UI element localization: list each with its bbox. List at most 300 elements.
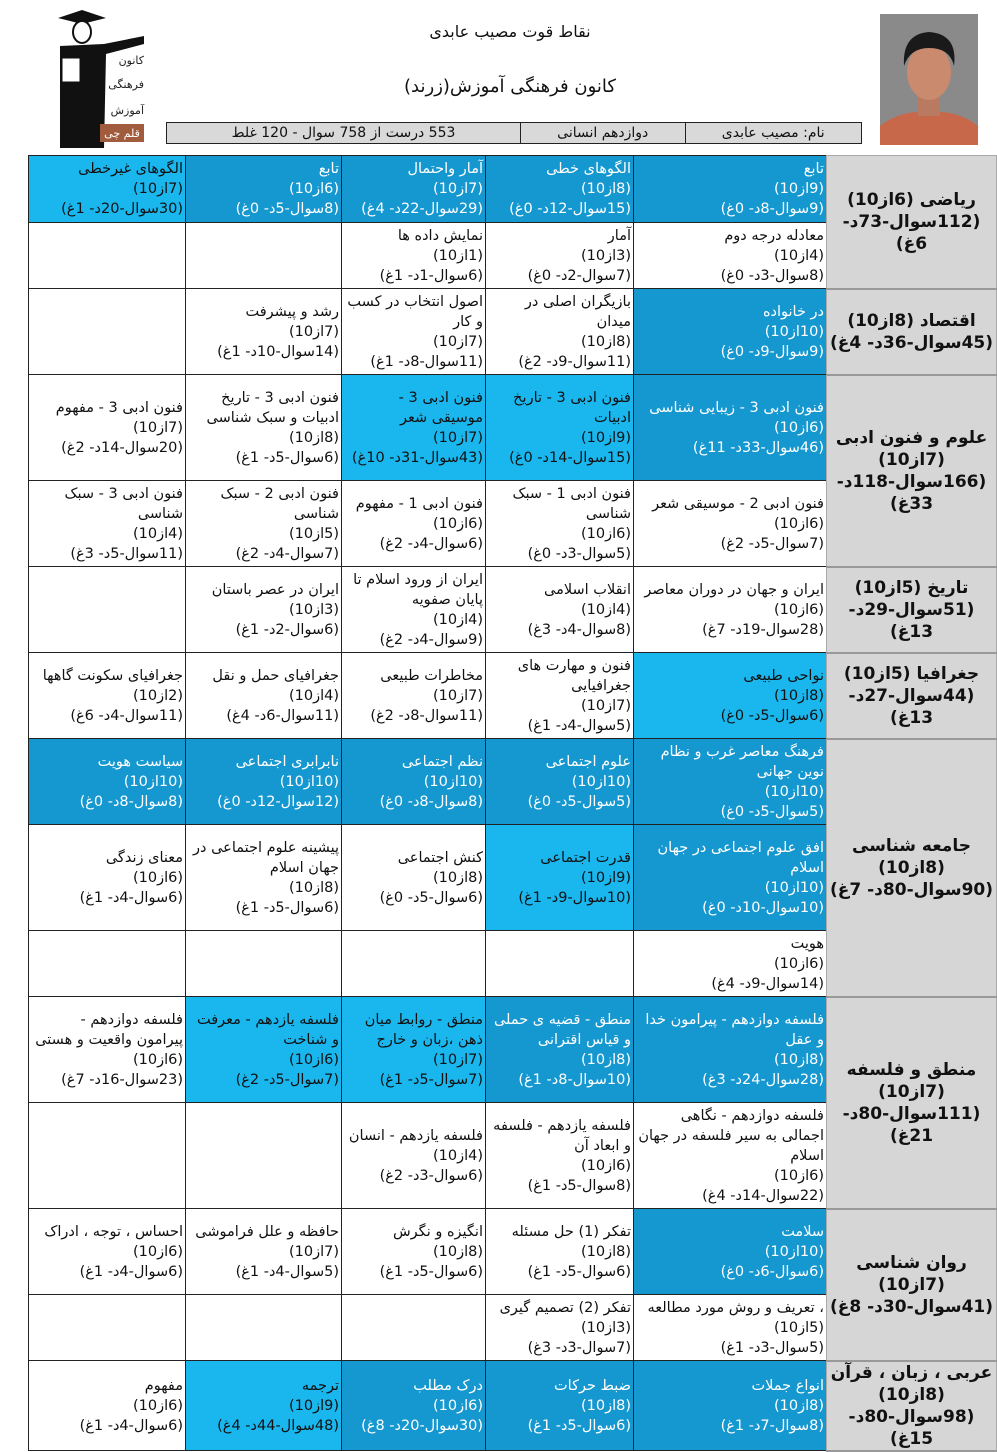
topic-cell — [486, 567, 634, 653]
topic-cell — [342, 156, 486, 223]
topic-score: (8از10) — [580, 333, 631, 350]
topic-stats: (15سوال-12د- 0غ) — [509, 201, 631, 217]
topic-cell — [634, 739, 827, 825]
topic-name: معادله درجه دوم — [724, 227, 824, 244]
topic-score: (3از10) — [288, 601, 339, 618]
topic-name: فلسفه یازدهم - فلسفه و ابعاد آن — [493, 1117, 631, 1154]
topic-stats: (5سوال-3د- 0غ) — [527, 545, 631, 562]
topic-stats: (30سوال-20د- 8غ) — [361, 1417, 483, 1434]
topic-stats: (7سوال-3د- 3غ) — [527, 1339, 631, 1356]
topic-name: علوم اجتماعی — [545, 753, 631, 770]
empty-cell — [29, 1295, 186, 1361]
topic-name: فلسفه یازدهم - معرفت و شناخت — [197, 1011, 339, 1048]
topic-score: (10از10) — [279, 773, 339, 790]
subject-stats: (45سوال-36د- 4غ) — [829, 332, 994, 353]
topic-score: (10از10) — [571, 773, 631, 790]
topic-name: فنون ادبی 2 - موسیقی شعر — [652, 495, 824, 512]
topic-cell — [486, 653, 634, 739]
topic-stats: (6سوال-4د- 2غ) — [379, 535, 483, 552]
table-row — [29, 156, 997, 223]
subject-cell — [827, 739, 997, 997]
empty-cell — [29, 289, 186, 375]
topic-stats: (29سوال-22د- 4غ) — [361, 201, 483, 217]
topic-name: فنون ادبی 2 - سبک شناسی — [220, 485, 339, 522]
subject-stats: (112سوال-73د- 6غ) — [842, 211, 981, 254]
topic-score: (4از10) — [288, 687, 339, 704]
topic-cell — [186, 739, 342, 825]
topic-cell — [186, 289, 342, 375]
topic-score: (8از10) — [432, 869, 483, 886]
topic-name: نظم اجتماعی — [401, 753, 483, 770]
topic-stats: (6سوال-4د- 1غ) — [79, 1263, 183, 1280]
topic-stats: (9سوال-9د- 0غ) — [720, 343, 824, 360]
topic-score: (9از10) — [288, 1397, 339, 1414]
subject-cell — [827, 653, 997, 739]
topic-name: معنای زندگی — [105, 849, 183, 866]
topic-score: (10از10) — [764, 879, 824, 896]
topic-score: (6از10) — [773, 419, 824, 436]
topic-cell — [634, 1103, 827, 1209]
topic-stats: (8سوال-8د- 0غ) — [379, 793, 483, 810]
topic-score: (5از10) — [288, 525, 339, 542]
topic-name: ایران و جهان در دوران معاصر — [644, 581, 824, 598]
topic-stats: (5سوال-4د- 1غ) — [527, 717, 631, 734]
student-name: نام: مصیب عابدی — [685, 123, 862, 143]
topic-stats: (6سوال-1د- 1غ) — [379, 267, 483, 284]
topic-stats: (28سوال-24د- 3غ) — [702, 1071, 824, 1088]
topic-score: (10از10) — [764, 323, 824, 340]
topic-stats: (6سوال-5د- 1غ) — [527, 1263, 631, 1280]
table-row — [29, 567, 997, 653]
topic-stats: (6سوال-5د- 0غ) — [720, 707, 824, 724]
topic-stats: (11سوال-8د- 1غ) — [370, 353, 483, 370]
institute-name: کانون فرهنگی آموزش(زرند) — [404, 76, 616, 97]
topic-score: (7از10) — [580, 697, 631, 714]
topic-stats: (46سوال-33د- 11غ) — [692, 439, 824, 456]
topic-score: (7از10) — [288, 323, 339, 340]
topic-cell — [186, 997, 342, 1103]
topic-score: (8از10) — [580, 1397, 631, 1414]
topic-cell — [342, 1103, 486, 1209]
subject-cell — [827, 156, 997, 289]
topic-score: (8از10) — [432, 1243, 483, 1260]
topic-score: (8از10) — [773, 687, 824, 704]
topic-cell — [486, 825, 634, 931]
topic-score: (4از10) — [773, 247, 824, 264]
topic-score: (8از10) — [580, 181, 631, 197]
topic-name: حافظه و علل فراموشی — [195, 1223, 339, 1240]
topic-score: (8از10) — [773, 1051, 824, 1068]
subject-cell — [827, 289, 997, 375]
topic-cell — [486, 739, 634, 825]
topic-stats: (6سوال-4د- 1غ) — [79, 1417, 183, 1434]
topic-score: (6از10) — [432, 1397, 483, 1414]
topic-cell — [186, 375, 342, 481]
topic-name: فنون ادبی 1 - مفهوم — [355, 495, 483, 512]
topic-name: ، تعریف و روش مورد مطالعه — [647, 1299, 824, 1316]
subject-cell — [827, 997, 997, 1209]
topic-stats: (6سوال-6د- 0غ) — [720, 1263, 824, 1280]
topic-name: ضبط حرکات — [554, 1377, 631, 1394]
topic-name: مفهوم — [144, 1377, 183, 1394]
subject-name: عربی ، زبان ، قرآن (8از10) — [830, 1362, 993, 1405]
kanoon-logo — [46, 8, 150, 150]
empty-cell — [186, 931, 342, 997]
topic-name: قدرت اجتماعی — [540, 849, 631, 866]
table-row — [29, 653, 997, 739]
topic-cell — [342, 653, 486, 739]
empty-cell — [29, 931, 186, 997]
topic-cell — [186, 653, 342, 739]
topic-stats: (6سوال-2د- 1غ) — [235, 621, 339, 638]
subject-stats: (44سوال-27د- 13غ) — [848, 685, 975, 728]
topic-name: ترجمه — [301, 1377, 339, 1394]
topic-stats: (10سوال-10د- 0غ) — [702, 899, 824, 916]
topic-stats: (14سوال-9د- 4غ) — [711, 975, 824, 992]
topic-cell — [29, 375, 186, 481]
topic-score: (6از10) — [580, 1157, 631, 1174]
topic-score: (6از10) — [773, 1167, 824, 1184]
topic-score: (10از10) — [423, 773, 483, 790]
topic-cell — [486, 481, 634, 567]
topic-stats: (5سوال-4د- 1غ) — [235, 1263, 339, 1280]
topic-stats: (7سوال-4د- 2غ) — [235, 545, 339, 562]
topic-score: (4از10) — [132, 525, 183, 542]
empty-cell — [29, 223, 186, 289]
subject-name: ریاضی (6از10) — [847, 189, 976, 210]
topic-name: الگوهای خطی — [546, 161, 631, 177]
topic-stats: (12سوال-12د- 0غ) — [217, 793, 339, 810]
empty-cell — [186, 223, 342, 289]
topic-stats: (6سوال-5د- 1غ) — [235, 449, 339, 466]
topic-name: ایران در عصر باستان — [211, 581, 339, 598]
topic-stats: (48سوال-44د- 4غ) — [217, 1417, 339, 1434]
topic-name: فنون ادبی 3 - مفهوم — [55, 399, 183, 416]
topic-cell — [29, 481, 186, 567]
topic-stats: (8سوال-7د- 1غ) — [720, 1417, 824, 1434]
empty-cell — [29, 567, 186, 653]
topic-stats: (6سوال-5د- 1غ) — [235, 899, 339, 916]
topic-stats: (15سوال-14د- 0غ) — [509, 449, 631, 466]
topic-name: کنش اجتماعی — [397, 849, 483, 866]
topic-cell — [342, 481, 486, 567]
svg-text:فرهنگی: فرهنگی — [108, 78, 144, 91]
topic-stats: (11سوال-4د- 6غ) — [70, 707, 183, 724]
topic-cell — [29, 739, 186, 825]
topic-name: اصول انتخاب در کسب و کار — [347, 293, 483, 330]
topic-score: (7از10) — [432, 687, 483, 704]
table-row — [29, 375, 997, 481]
topic-score: (3از10) — [580, 247, 631, 264]
topic-score: (10از10) — [123, 773, 183, 790]
topic-cell — [486, 223, 634, 289]
topic-stats: (9سوال-8د- 0غ) — [720, 201, 824, 217]
table-row — [29, 289, 997, 375]
topic-score: (7از10) — [432, 181, 483, 197]
topic-cell — [486, 1103, 634, 1209]
topic-score: (6از10) — [132, 1397, 183, 1414]
topic-stats: (11سوال-5د- 3غ) — [70, 545, 183, 562]
topic-stats: (7سوال-5د- 2غ) — [720, 535, 824, 552]
topic-cell — [634, 481, 827, 567]
topic-score: (6از10) — [580, 525, 631, 542]
topic-score: (6از10) — [773, 515, 824, 532]
empty-cell — [186, 1103, 342, 1209]
subject-cell — [827, 1209, 997, 1361]
table-row — [29, 1361, 997, 1451]
topic-stats: (20سوال-14د- 2غ) — [61, 439, 183, 456]
subject-cell — [827, 567, 997, 653]
empty-cell — [342, 931, 486, 997]
topic-cell — [486, 997, 634, 1103]
topic-name: الگوهای غیرخطی — [78, 161, 183, 177]
topic-stats: (8سوال-5د- 0غ) — [235, 201, 339, 217]
subject-stats: (51سوال-29د- 13غ) — [848, 599, 975, 642]
topic-score: (6از10) — [773, 955, 824, 972]
topic-stats: (5سوال-3د- 1غ) — [720, 1339, 824, 1356]
topic-stats: (30سوال-20د- 1غ) — [61, 201, 183, 217]
topic-name: احساس ، توجه ، ادراک — [44, 1223, 183, 1240]
topic-score: (8از10) — [580, 1243, 631, 1260]
topic-name: فرهنگ معاصر غرب و نظام نوین جهانی — [660, 743, 824, 780]
topic-cell — [634, 1295, 827, 1361]
topic-name: پیشینه علوم اجتماعی در جهان اسلام — [193, 839, 339, 876]
topic-stats: (10سوال-8د- 1غ) — [518, 1071, 631, 1088]
topic-score: (7از10) — [432, 1051, 483, 1068]
topic-cell — [634, 156, 827, 223]
topic-stats: (8سوال-4د- 3غ) — [527, 621, 631, 638]
table-row — [29, 997, 997, 1103]
topic-name: فنون ادبی 3 - تاریخ ادبیات — [513, 389, 631, 426]
topic-score: (7از10) — [432, 333, 483, 350]
topic-cell — [486, 1295, 634, 1361]
topic-cell — [342, 375, 486, 481]
topic-stats: (10سوال-9د- 1غ) — [518, 889, 631, 906]
topic-cell — [342, 1361, 486, 1451]
topic-name: آمار واحتمال — [407, 161, 483, 177]
subject-cell — [827, 375, 997, 567]
topic-name: جغرافیای سکونت گاهها — [42, 667, 183, 684]
topic-score: (6از10) — [132, 1243, 183, 1260]
topic-cell — [634, 825, 827, 931]
student-photo — [880, 14, 978, 145]
empty-cell — [29, 1103, 186, 1209]
topic-name: نابرابری اجتماعی — [235, 753, 339, 770]
topic-name: انگیزه و نگرش — [392, 1223, 483, 1240]
topic-score: (8از10) — [288, 879, 339, 896]
topic-cell — [486, 1361, 634, 1451]
topic-stats: (6سوال-5د- 1غ) — [379, 1263, 483, 1280]
subject-stats: (98سوال-80د- 15غ) — [848, 1406, 975, 1449]
topic-cell — [29, 156, 186, 223]
topic-score: (6از10) — [132, 1051, 183, 1068]
topic-stats: (43سوال-31د- 10غ) — [351, 449, 483, 466]
topic-cell — [186, 825, 342, 931]
topic-cell — [634, 997, 827, 1103]
topic-cell — [342, 567, 486, 653]
topic-score: (2از10) — [132, 687, 183, 704]
topic-score: (9از10) — [580, 869, 631, 886]
topic-name: منطق - قضیه ی حملی و قیاس اقترانی — [493, 1011, 631, 1048]
topic-stats: (8سوال-5د- 1غ) — [527, 1177, 631, 1194]
topic-stats: (11سوال-8د- 2غ) — [370, 707, 483, 724]
topic-name: منطق - روابط میان ذهن ،زبان و خارج — [364, 1011, 483, 1048]
topic-name: جغرافیای حمل و نقل — [212, 667, 339, 684]
topic-cell — [29, 1361, 186, 1451]
topic-score: (4از10) — [580, 601, 631, 618]
svg-text:کانون: کانون — [118, 54, 144, 67]
topic-score: (3از10) — [580, 1319, 631, 1336]
topic-name: فلسفه دوازدهم - پیرامون واقعیت و هستی — [35, 1011, 183, 1048]
topic-cell — [186, 156, 342, 223]
topic-cell — [342, 825, 486, 931]
topic-cell — [29, 997, 186, 1103]
svg-text:آموزش: آموزش — [110, 104, 144, 117]
student-grade: دوازدهم انسانی — [520, 123, 685, 143]
subject-name: منطق و فلسفه (7از10) — [846, 1059, 977, 1102]
topic-score: (8از10) — [288, 429, 339, 446]
topic-stats: (6سوال-5د- 0غ) — [379, 889, 483, 906]
topic-score: (7از10) — [132, 181, 183, 197]
empty-cell — [486, 931, 634, 997]
topic-stats: (22سوال-14د- 4غ) — [702, 1187, 824, 1204]
topic-score: (6از10) — [132, 869, 183, 886]
topic-cell — [342, 739, 486, 825]
svg-text:قلم چی: قلم چی — [104, 127, 140, 140]
topic-name: فنون ادبی 1 - سبک شناسی — [512, 485, 631, 522]
subject-cell — [827, 1361, 997, 1451]
topic-score: (9از10) — [773, 181, 824, 197]
topic-score: (7از10) — [432, 429, 483, 446]
strengths-table — [28, 155, 997, 1452]
topic-name: سیاست هویت — [97, 753, 183, 770]
subject-name: جامعه شناسی (8از10) — [852, 835, 971, 878]
topic-stats: (11سوال-9د- 2غ) — [518, 353, 631, 370]
topic-score: (6از10) — [288, 1051, 339, 1068]
topic-cell — [634, 289, 827, 375]
student-info-bar — [166, 122, 862, 144]
topic-name: فلسفه یازدهم - انسان — [348, 1127, 483, 1144]
topic-score: (1از10) — [432, 247, 483, 264]
topic-cell — [29, 1209, 186, 1295]
topic-stats: (23سوال-16د- 7غ) — [61, 1071, 183, 1088]
topic-cell — [342, 997, 486, 1103]
topic-score: (7از10) — [288, 1243, 339, 1260]
topic-name: تابع — [803, 161, 824, 177]
topic-stats: (6سوال-3د- 2غ) — [379, 1167, 483, 1184]
topic-name: بازیگران اصلی در میدان — [524, 293, 631, 330]
topic-name: فنون ادبی 3 - تاریخ ادبیات و سبک شناسی — [206, 389, 339, 426]
topic-stats: (7سوال-5د- 2غ) — [235, 1071, 339, 1088]
topic-name: فنون ادبی 3 - زیبایی شناسی — [649, 399, 824, 416]
topic-score: (6از10) — [288, 181, 339, 197]
topic-score: (4از10) — [432, 611, 483, 628]
topic-cell — [634, 1361, 827, 1451]
subject-stats: (166سوال-118د- 33غ) — [836, 471, 987, 514]
subject-stats: (41سوال-30د- 8غ) — [829, 1296, 994, 1317]
table-row — [29, 739, 997, 825]
topic-name: آمار — [607, 227, 631, 244]
topic-name: فنون ادبی 3 - سبک شناسی — [64, 485, 183, 522]
subject-name: اقتصاد (8از10) — [847, 310, 976, 331]
topic-score: (8از10) — [773, 1397, 824, 1414]
topic-cell — [634, 653, 827, 739]
subject-stats: (90سوال-80د- 7غ) — [829, 879, 994, 900]
topic-name: تفکر (2) تصمیم گیری — [499, 1299, 631, 1316]
topic-stats: (5سوال-5د- 0غ) — [527, 793, 631, 810]
topic-cell — [186, 481, 342, 567]
subject-name: علوم و فنون ادبی (7از10) — [835, 427, 988, 470]
subject-name: روان شناسی (7از10) — [856, 1252, 967, 1295]
topic-name: نمایش داده ها — [397, 227, 483, 244]
topic-cell — [186, 1361, 342, 1451]
topic-cell — [486, 1209, 634, 1295]
topic-score: (8از10) — [580, 1051, 631, 1068]
topic-cell — [486, 289, 634, 375]
subject-name: جغرافیا (5از10) — [843, 663, 980, 684]
subject-name: تاریخ (5از10) — [854, 577, 969, 598]
topic-name: رشد و پیشرفت — [245, 303, 339, 320]
empty-cell — [186, 1295, 342, 1361]
topic-score: (9از10) — [580, 429, 631, 446]
topic-name: مخاطرات طبیعی — [380, 667, 483, 684]
topic-stats: (6سوال-4د- 1غ) — [79, 889, 183, 906]
topic-name: افق علوم اجتماعی در جهان اسلام — [657, 839, 824, 876]
topic-stats: (5سوال-5د- 0غ) — [720, 803, 824, 820]
topic-name: فلسفه دوازدهم - نگاهی اجمالی به سیر فلسفه در جهان اسلام — [638, 1107, 824, 1164]
topic-score: (5از10) — [773, 1319, 824, 1336]
topic-score: (10از10) — [764, 783, 824, 800]
topic-stats: (11سوال-6د- 4غ) — [226, 707, 339, 724]
table-row — [29, 1209, 997, 1295]
subject-stats: (111سوال-80د- 21غ) — [842, 1103, 981, 1146]
topic-name: انواع جملات — [751, 1377, 824, 1394]
topic-cell — [634, 931, 827, 997]
topic-name: نواحی طبیعی — [743, 667, 824, 684]
topic-name: تابع — [318, 161, 339, 177]
topic-score: (7از10) — [132, 419, 183, 436]
topic-name: درک مطلب — [413, 1377, 483, 1394]
topic-cell — [634, 1209, 827, 1295]
topic-stats: (14سوال-10د- 1غ) — [217, 343, 339, 360]
topic-cell — [486, 156, 634, 223]
topic-cell — [29, 653, 186, 739]
topic-cell — [186, 1209, 342, 1295]
topic-score: (6از10) — [773, 601, 824, 618]
report-title: نقاط قوت مصیب عابدی — [429, 22, 591, 41]
topic-score: (6از10) — [432, 515, 483, 532]
topic-stats: (8سوال-8د- 0غ) — [79, 793, 183, 810]
topic-name: فلسفه دوازدهم - پیرامون خدا و عقل — [645, 1011, 824, 1048]
topic-cell — [342, 1209, 486, 1295]
topic-stats: (8سوال-3د- 0غ) — [720, 267, 824, 284]
topic-cell — [634, 567, 827, 653]
topic-name: انقلاب اسلامی — [544, 581, 631, 598]
topic-cell — [634, 375, 827, 481]
topic-score: (4از10) — [432, 1147, 483, 1164]
topic-name: فنون ادبی 3 - موسیقی شعر — [398, 389, 483, 426]
topic-name: تفکر (1) حل مسئله — [511, 1223, 631, 1240]
topic-stats: (9سوال-4د- 2غ) — [379, 631, 483, 648]
topic-cell — [342, 289, 486, 375]
topic-name: ایران از ورود اسلام تا پایان صفویه — [353, 571, 483, 608]
topic-score: (10از10) — [764, 1243, 824, 1260]
topic-cell — [342, 223, 486, 289]
score-summary: 553 درست از 758 سوال - 120 غلط — [231, 125, 456, 141]
topic-name: هویت — [790, 935, 824, 952]
topic-cell — [486, 375, 634, 481]
topic-stats: (6سوال-5د- 1غ) — [527, 1417, 631, 1434]
